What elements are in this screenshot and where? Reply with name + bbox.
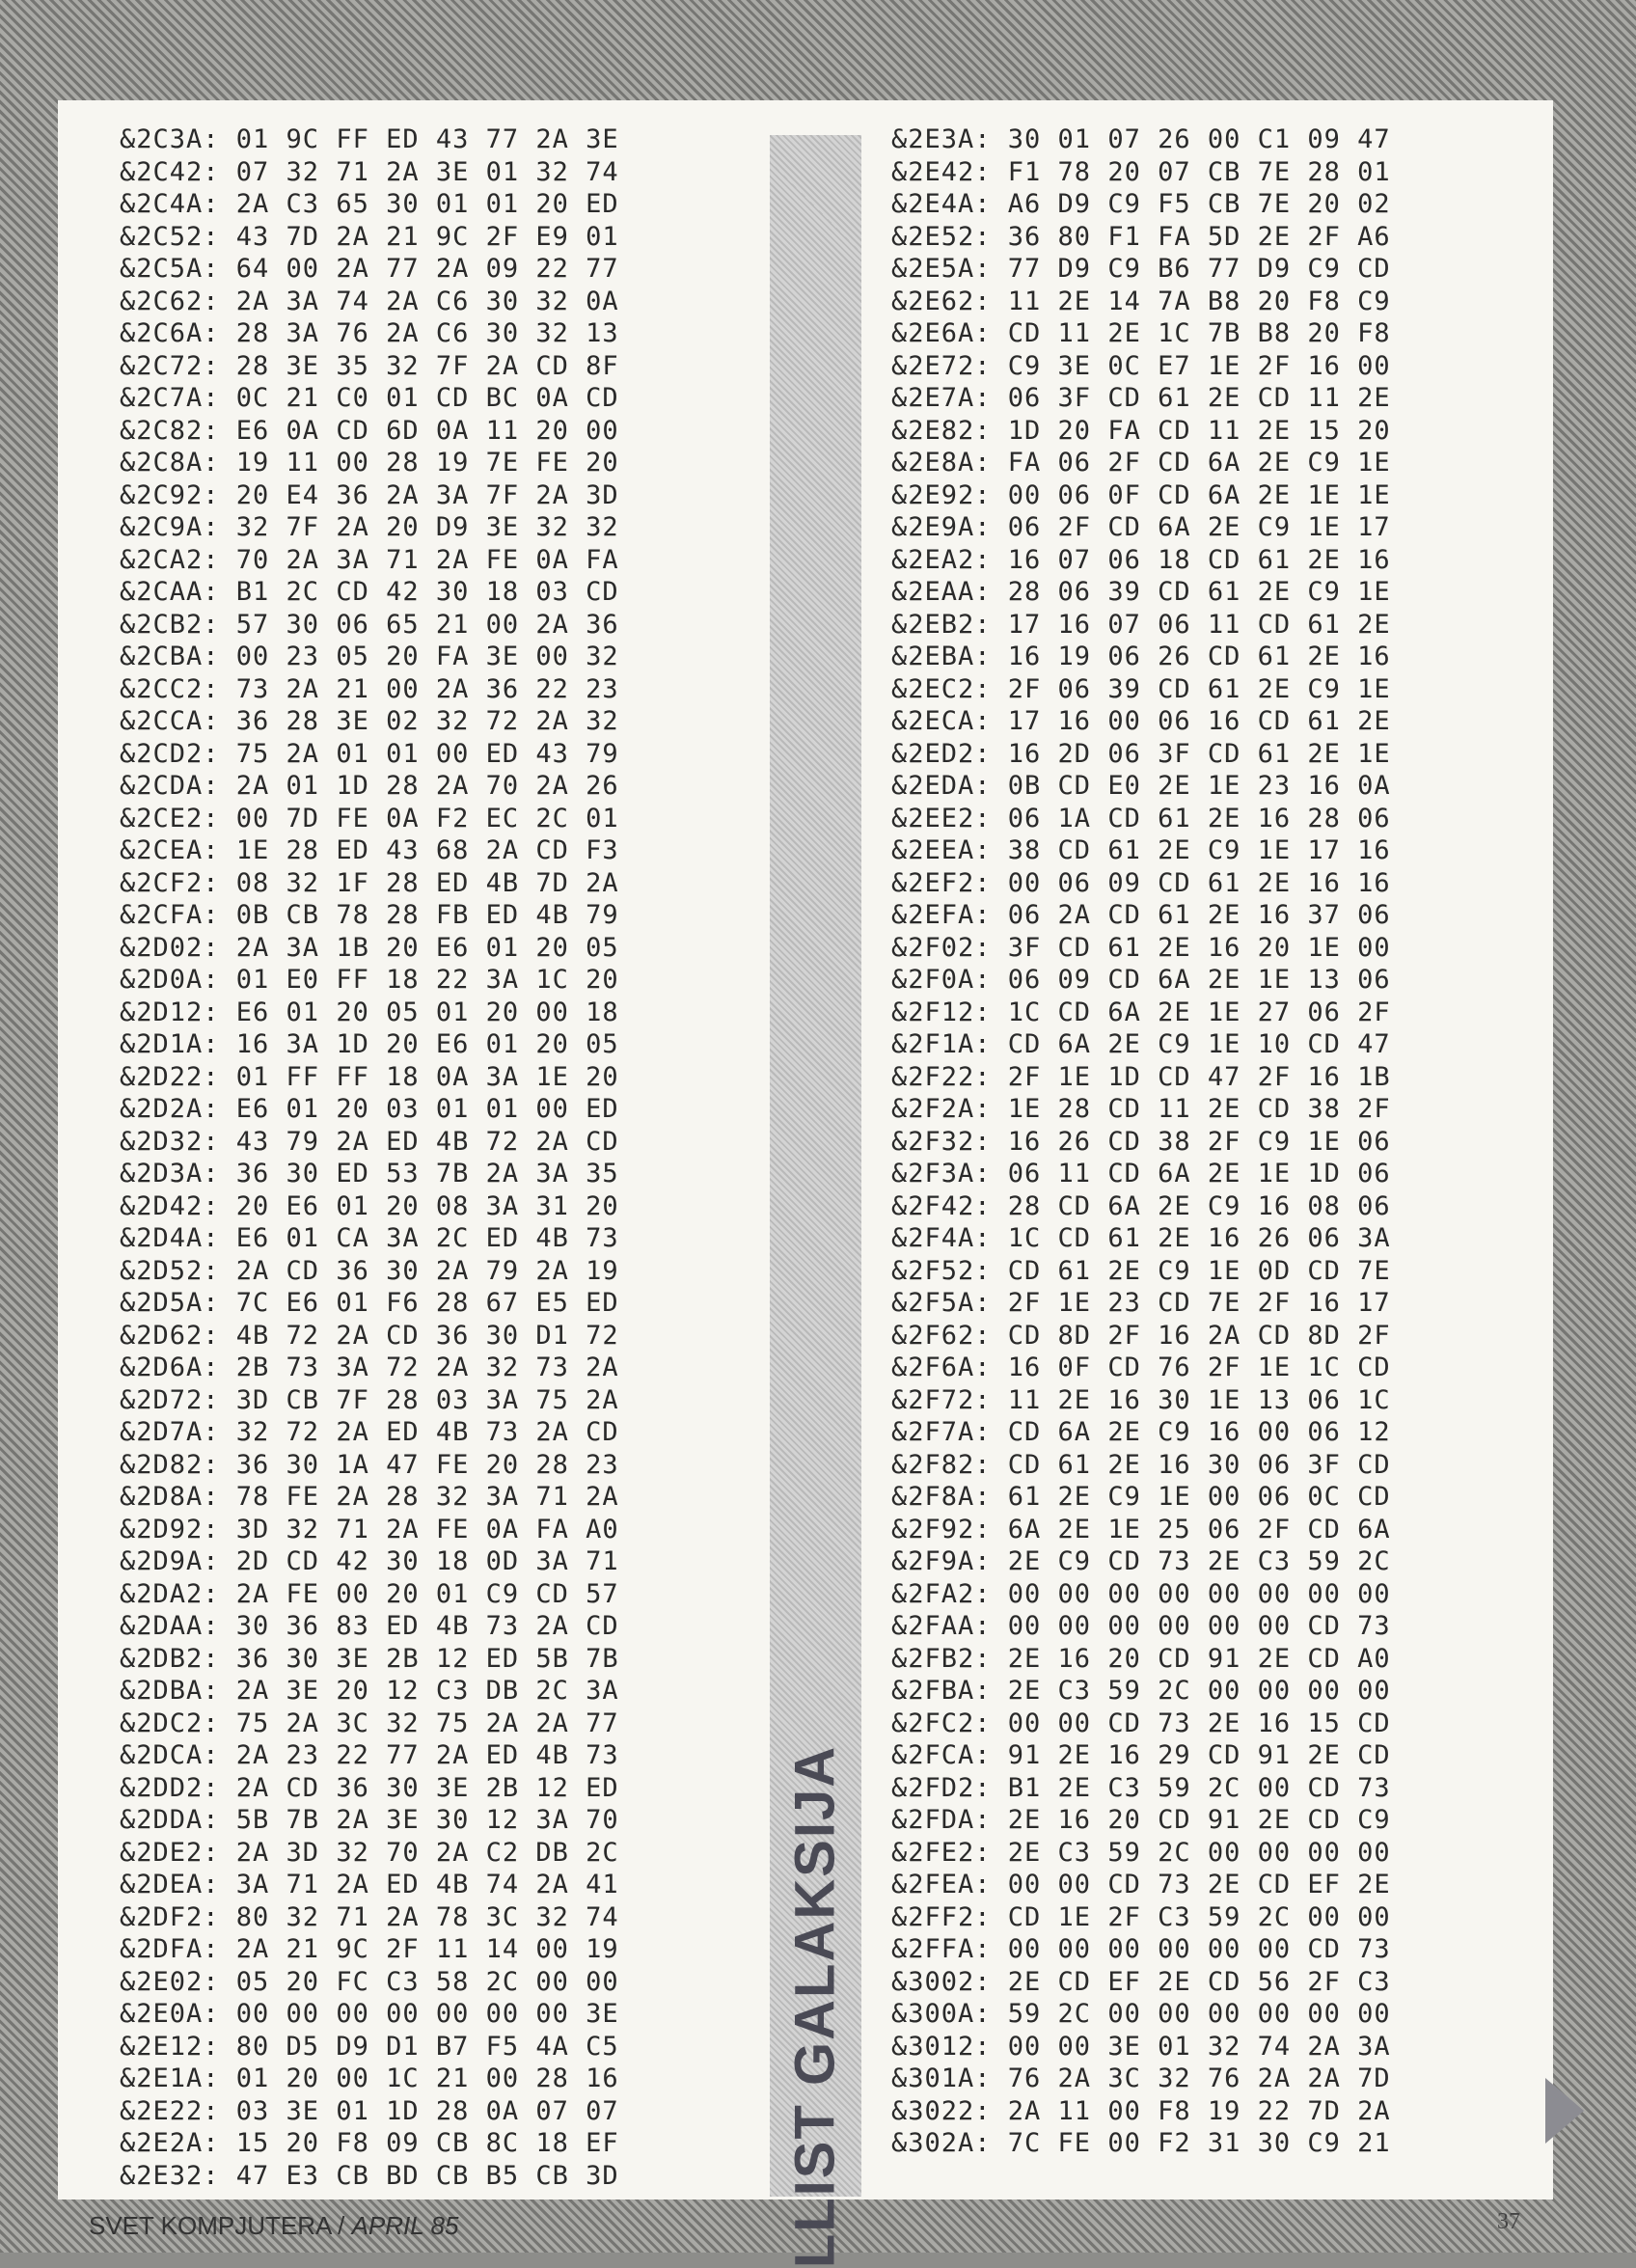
hex-line: &2C6A: 28 3A 76 2A C6 30 32 13 xyxy=(120,318,619,348)
hex-line: &2E5A: 77 D9 C9 B6 77 D9 C9 CD xyxy=(891,254,1391,284)
hex-line: &2F3A: 06 11 CD 6A 2E 1E 1D 06 xyxy=(891,1159,1391,1189)
hex-line: &2F02: 3F CD 61 2E 16 20 1E 00 xyxy=(891,932,1391,963)
hex-line: &2D2A: E6 01 20 03 01 01 00 ED xyxy=(120,1094,619,1124)
hex-line: &2CA2: 70 2A 3A 71 2A FE 0A FA xyxy=(120,544,619,575)
hex-line: &2CC2: 73 2A 21 00 2A 36 22 23 xyxy=(120,673,619,704)
hex-line: &3022: 2A 11 00 F8 19 22 7D 2A xyxy=(891,2095,1391,2126)
hex-line: &2F6A: 16 0F CD 76 2F 1E 1C CD xyxy=(891,1353,1391,1382)
hex-line: &2DB2: 36 30 3E 2B 12 ED 5B 7B xyxy=(120,1643,619,1674)
issue-date: APRIL 85 xyxy=(351,2211,459,2240)
hex-line: &2CB2: 57 30 06 65 21 00 2A 36 xyxy=(120,609,619,640)
hex-line: &2FAA: 00 00 00 00 00 00 CD 73 xyxy=(891,1611,1391,1641)
hex-line: &2D02: 2A 3A 1B 20 E6 01 20 05 xyxy=(120,932,619,963)
hex-line: &2FA2: 00 00 00 00 00 00 00 00 xyxy=(891,1578,1391,1609)
hex-line: &2E62: 11 2E 14 7A B8 20 F8 C9 xyxy=(891,286,1391,316)
page-number: 37 xyxy=(1497,2209,1520,2234)
hex-line: &2EA2: 16 07 06 18 CD 61 2E 16 xyxy=(891,544,1391,575)
hex-line: &2F92: 6A 2E 1E 25 06 2F CD 6A xyxy=(891,1514,1391,1544)
hex-line: &2D62: 4B 72 2A CD 36 30 D1 72 xyxy=(120,1320,619,1351)
hex-line: &2C82: E6 0A CD 6D 0A 11 20 00 xyxy=(120,415,619,446)
hex-line: &2D1A: 16 3A 1D 20 E6 01 20 05 xyxy=(120,1029,619,1059)
hex-line: &2CD2: 75 2A 01 01 00 ED 43 79 xyxy=(120,738,619,769)
hex-line: &3002: 2E CD EF 2E CD 56 2F C3 xyxy=(891,1966,1391,1997)
hex-line: &2D9A: 2D CD 42 30 18 0D 3A 71 xyxy=(120,1546,619,1576)
hex-line: &2C62: 2A 3A 74 2A C6 30 32 0A xyxy=(120,286,619,316)
hex-line: &2D3A: 36 30 ED 53 7B 2A 3A 35 xyxy=(120,1159,619,1189)
hex-line: &2CEA: 1E 28 ED 43 68 2A CD F3 xyxy=(120,835,619,865)
hex-line: &2F72: 11 2E 16 30 1E 13 06 1C xyxy=(891,1384,1391,1415)
hex-line: &2F8A: 61 2E C9 1E 00 06 0C CD xyxy=(891,1482,1391,1512)
hex-line: &2E52: 36 80 F1 FA 5D 2E 2F A6 xyxy=(891,221,1391,252)
hex-line: &2DAA: 30 36 83 ED 4B 73 2A CD xyxy=(120,1611,619,1641)
hex-line: &2F4A: 1C CD 61 2E 16 26 06 3A xyxy=(891,1223,1391,1253)
hex-line: &2D82: 36 30 1A 47 FE 20 28 23 xyxy=(120,1449,619,1480)
hex-line: &2ECA: 17 16 00 06 16 CD 61 2E xyxy=(891,706,1391,736)
hex-line: &2EEA: 38 CD 61 2E C9 1E 17 16 xyxy=(891,835,1391,865)
hex-line: &2FCA: 91 2E 16 29 CD 91 2E CD xyxy=(891,1740,1391,1770)
hex-line: &2C7A: 0C 21 C0 01 CD BC 0A CD xyxy=(120,383,619,413)
hex-line: &2D4A: E6 01 CA 3A 2C ED 4B 73 xyxy=(120,1223,619,1253)
hex-line: &2CFA: 0B CB 78 28 FB ED 4B 79 xyxy=(120,900,619,930)
sidebar-title-text: LLIST GALAKSIJA xyxy=(783,1744,847,2268)
hex-line: &300A: 59 2C 00 00 00 00 00 00 xyxy=(891,1999,1391,2029)
hex-line: &2F22: 2F 1E 1D CD 47 2F 16 1B xyxy=(891,1061,1391,1092)
hex-line: &2E22: 03 3E 01 1D 28 0A 07 07 xyxy=(120,2095,619,2126)
hex-listing-right-column xyxy=(891,123,1605,2196)
sidebar-title xyxy=(772,1744,859,2268)
hex-line: &2E92: 00 06 0F CD 6A 2E 1E 1E xyxy=(891,479,1391,510)
hex-line: &2E02: 05 20 FC C3 58 2C 00 00 xyxy=(120,1966,619,1997)
hex-line: &2CBA: 00 23 05 20 FA 3E 00 32 xyxy=(120,642,619,671)
hex-line: &2ED2: 16 2D 06 3F CD 61 2E 1E xyxy=(891,738,1391,769)
hex-line: &2D22: 01 FF FF 18 0A 3A 1E 20 xyxy=(120,1061,619,1092)
hex-line: &2CAA: B1 2C CD 42 30 18 03 CD xyxy=(120,577,619,607)
hex-line: &2E3A: 30 01 07 26 00 C1 09 47 xyxy=(891,124,1391,154)
hex-line: &2CCA: 36 28 3E 02 32 72 2A 32 xyxy=(120,706,619,736)
hex-line: &2C9A: 32 7F 2A 20 D9 3E 32 32 xyxy=(120,512,619,542)
hex-line: &2CDA: 2A 01 1D 28 2A 70 2A 26 xyxy=(120,771,619,801)
hex-line: &2C52: 43 7D 2A 21 9C 2F E9 01 xyxy=(120,221,619,252)
hex-line: &2EAA: 28 06 39 CD 61 2E C9 1E xyxy=(891,577,1391,607)
hex-line: &2E1A: 01 20 00 1C 21 00 28 16 xyxy=(120,2063,619,2093)
hex-line: &2E82: 1D 20 FA CD 11 2E 15 20 xyxy=(891,415,1391,446)
hex-line: &2F0A: 06 09 CD 6A 2E 1E 13 06 xyxy=(891,965,1391,995)
hex-line: &2E9A: 06 2F CD 6A 2E C9 1E 17 xyxy=(891,512,1391,542)
hex-line: &2FE2: 2E C3 59 2C 00 00 00 00 xyxy=(891,1837,1391,1868)
hex-line: &2D92: 3D 32 71 2A FE 0A FA A0 xyxy=(120,1514,619,1544)
hex-line: &2F62: CD 8D 2F 16 2A CD 8D 2F xyxy=(891,1320,1391,1351)
hex-line: &2D42: 20 E6 01 20 08 3A 31 20 xyxy=(120,1190,619,1221)
hex-line: &2D52: 2A CD 36 30 2A 79 2A 19 xyxy=(120,1255,619,1286)
hex-line: &2F32: 16 26 CD 38 2F C9 1E 06 xyxy=(891,1126,1391,1157)
hex-line: &2FF2: CD 1E 2F C3 59 2C 00 00 xyxy=(891,1901,1391,1932)
hex-line: &2E12: 80 D5 D9 D1 B7 F5 4A C5 xyxy=(120,2031,619,2062)
magazine-name: SVET KOMPJUTERA / xyxy=(89,2211,345,2240)
hex-line: &2DF2: 80 32 71 2A 78 3C 32 74 xyxy=(120,1901,619,1932)
hex-line: &2DDA: 5B 7B 2A 3E 30 12 3A 70 xyxy=(120,1805,619,1835)
hex-line: &2DA2: 2A FE 00 20 01 C9 CD 57 xyxy=(120,1578,619,1609)
hex-line: &2C72: 28 3E 35 32 7F 2A CD 8F xyxy=(120,350,619,381)
hex-line: &2C3A: 01 9C FF ED 43 77 2A 3E xyxy=(120,124,619,154)
hex-line: &2DEA: 3A 71 2A ED 4B 74 2A 41 xyxy=(120,1870,619,1899)
hex-line: &2E8A: FA 06 2F CD 6A 2E C9 1E xyxy=(891,448,1391,478)
hex-line: &2D6A: 2B 73 3A 72 2A 32 73 2A xyxy=(120,1353,619,1382)
hex-line: &2D8A: 78 FE 2A 28 32 3A 71 2A xyxy=(120,1482,619,1512)
hex-line: &3012: 00 00 3E 01 32 74 2A 3A xyxy=(891,2031,1391,2062)
hex-line: &2D0A: 01 E0 FF 18 22 3A 1C 20 xyxy=(120,965,619,995)
hex-line: &2EE2: 06 1A CD 61 2E 16 28 06 xyxy=(891,803,1391,833)
hex-line: &2FD2: B1 2E C3 59 2C 00 CD 73 xyxy=(891,1772,1391,1803)
hex-line: &2E0A: 00 00 00 00 00 00 00 3E xyxy=(120,1999,619,2029)
hex-line: &2D5A: 7C E6 01 F6 28 67 E5 ED xyxy=(120,1288,619,1318)
hex-line: &2D12: E6 01 20 05 01 20 00 18 xyxy=(120,997,619,1027)
hex-line: &2F9A: 2E C9 CD 73 2E C3 59 2C xyxy=(891,1546,1391,1576)
hex-line: &2E32: 47 E3 CB BD CB B5 CB 3D xyxy=(120,2160,619,2191)
hex-line: &2DC2: 75 2A 3C 32 75 2A 2A 77 xyxy=(120,1708,619,1738)
hex-line: &2EFA: 06 2A CD 61 2E 16 37 06 xyxy=(891,900,1391,930)
hex-line: &2DBA: 2A 3E 20 12 C3 DB 2C 3A xyxy=(120,1676,619,1706)
hex-line: &2EF2: 00 06 09 CD 61 2E 16 16 xyxy=(891,867,1391,898)
hex-line: &301A: 76 2A 3C 32 76 2A 2A 7D xyxy=(891,2063,1391,2093)
hex-listing-left-column xyxy=(120,123,833,2196)
hex-line: &2EDA: 0B CD E0 2E 1E 23 16 0A xyxy=(891,771,1391,801)
hex-line: &2E72: C9 3E 0C E7 1E 2F 16 00 xyxy=(891,350,1391,381)
hex-line: &2F42: 28 CD 6A 2E C9 16 08 06 xyxy=(891,1190,1391,1221)
hex-line: &2EC2: 2F 06 39 CD 61 2E C9 1E xyxy=(891,673,1391,704)
hex-line: &2D7A: 32 72 2A ED 4B 73 2A CD xyxy=(120,1417,619,1447)
hex-line: &2DE2: 2A 3D 32 70 2A C2 DB 2C xyxy=(120,1837,619,1868)
hex-line: &2FC2: 00 00 CD 73 2E 16 15 CD xyxy=(891,1708,1391,1738)
hex-line: &2D72: 3D CB 7F 28 03 3A 75 2A xyxy=(120,1384,619,1415)
hex-line: &2FFA: 00 00 00 00 00 00 CD 73 xyxy=(891,1934,1391,1964)
hex-line: &2E2A: 15 20 F8 09 CB 8C 18 EF xyxy=(120,2128,619,2158)
hex-line: &2EB2: 17 16 07 06 11 CD 61 2E xyxy=(891,609,1391,640)
hex-line: &2CF2: 08 32 1F 28 ED 4B 7D 2A xyxy=(120,867,619,898)
hex-line: &2F82: CD 61 2E 16 30 06 3F CD xyxy=(891,1449,1391,1480)
hex-line: &2E6A: CD 11 2E 1C 7B B8 20 F8 xyxy=(891,318,1391,348)
hex-line: &2CE2: 00 7D FE 0A F2 EC 2C 01 xyxy=(120,803,619,833)
hex-line: &2DD2: 2A CD 36 30 3E 2B 12 ED xyxy=(120,1772,619,1803)
hex-line: &2C8A: 19 11 00 28 19 7E FE 20 xyxy=(120,448,619,478)
continue-arrow-icon xyxy=(1545,2078,1584,2144)
hex-line: &2EBA: 16 19 06 26 CD 61 2E 16 xyxy=(891,642,1391,671)
hex-line: &2E42: F1 78 20 07 CB 7E 28 01 xyxy=(891,156,1391,187)
hex-line: &2F5A: 2F 1E 23 CD 7E 2F 16 17 xyxy=(891,1288,1391,1318)
hex-line: &2F2A: 1E 28 CD 11 2E CD 38 2F xyxy=(891,1094,1391,1124)
hex-line: &2FB2: 2E 16 20 CD 91 2E CD A0 xyxy=(891,1643,1391,1674)
hex-line: &2F7A: CD 6A 2E C9 16 00 06 12 xyxy=(891,1417,1391,1447)
hex-line: &2C4A: 2A C3 65 30 01 01 20 ED xyxy=(120,189,619,219)
hex-line: &2E7A: 06 3F CD 61 2E CD 11 2E xyxy=(891,383,1391,413)
hex-line: &2C92: 20 E4 36 2A 3A 7F 2A 3D xyxy=(120,479,619,510)
hex-line: &2D32: 43 79 2A ED 4B 72 2A CD xyxy=(120,1126,619,1157)
hex-line: &2DFA: 2A 21 9C 2F 11 14 00 19 xyxy=(120,1934,619,1964)
hex-line: &2FDA: 2E 16 20 CD 91 2E CD C9 xyxy=(891,1805,1391,1835)
hex-line: &2E4A: A6 D9 C9 F5 CB 7E 20 02 xyxy=(891,189,1391,219)
hex-line: &2C42: 07 32 71 2A 3E 01 32 74 xyxy=(120,156,619,187)
hex-line: &2F52: CD 61 2E C9 1E 0D CD 7E xyxy=(891,1255,1391,1286)
hex-line: &302A: 7C FE 00 F2 31 30 C9 21 xyxy=(891,2128,1391,2158)
hex-line: &2DCA: 2A 23 22 77 2A ED 4B 73 xyxy=(120,1740,619,1770)
hex-line: &2C5A: 64 00 2A 77 2A 09 22 77 xyxy=(120,254,619,284)
hex-line: &2F12: 1C CD 6A 2E 1E 27 06 2F xyxy=(891,997,1391,1027)
hex-line: &2F1A: CD 6A 2E C9 1E 10 CD 47 xyxy=(891,1029,1391,1059)
hex-line: &2FBA: 2E C3 59 2C 00 00 00 00 xyxy=(891,1676,1391,1706)
footer-credit xyxy=(89,2211,458,2241)
hex-line: &2FEA: 00 00 CD 73 2E CD EF 2E xyxy=(891,1870,1391,1899)
